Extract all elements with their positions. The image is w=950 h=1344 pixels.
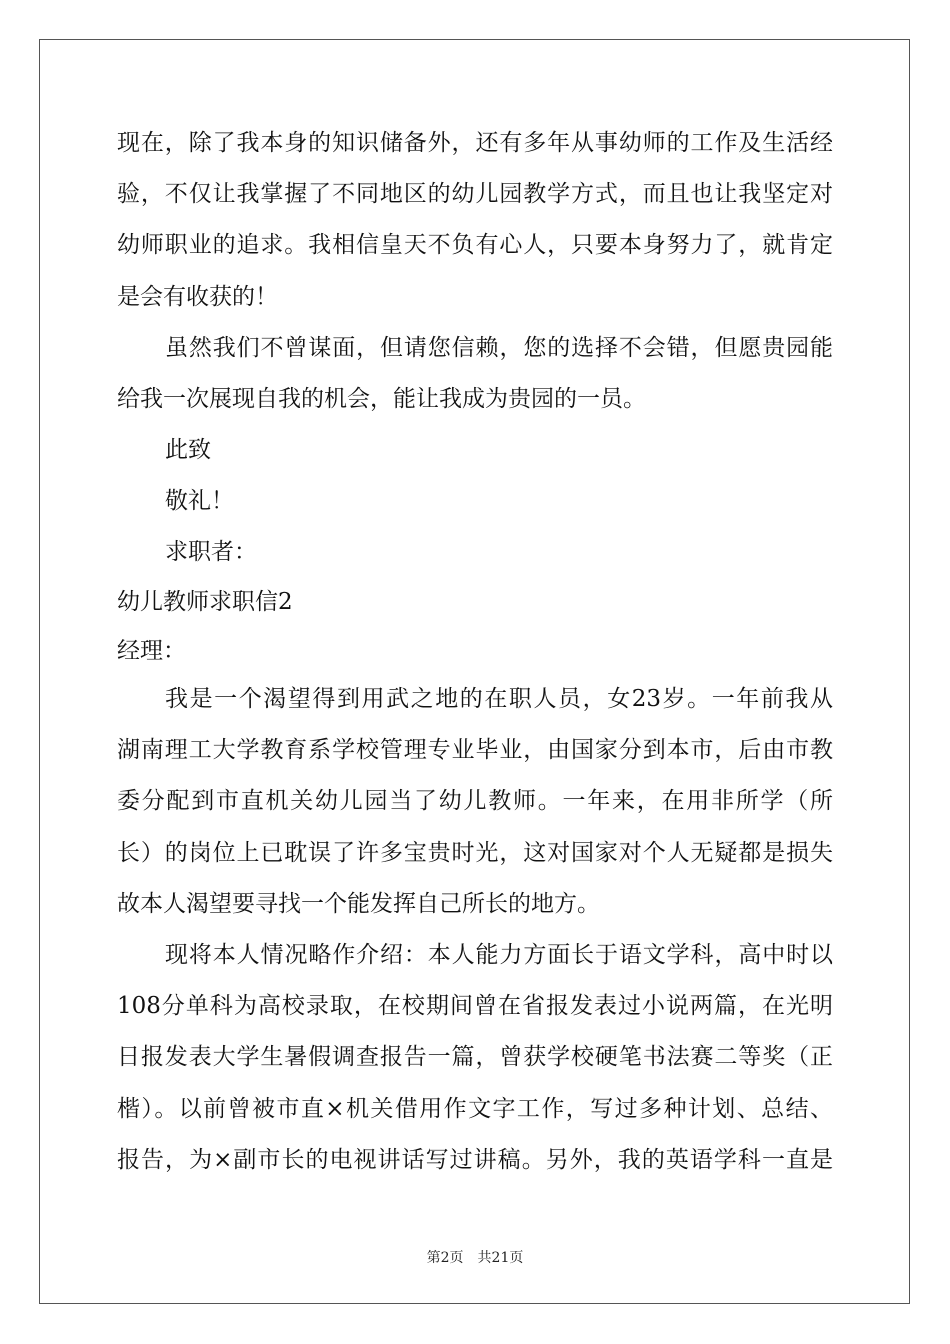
text-line: 现将本人情况略作介绍：本人能力方面长于语文学科，高中时以: [165, 942, 833, 968]
text-line: 验，不仅让我掌握了不同地区的幼儿园教学方式，而且也让我坚定对: [117, 181, 833, 207]
section-title: 幼儿教师求职信2: [117, 589, 293, 615]
page-total: 共21页: [477, 1250, 524, 1266]
text-line: 幼师职业的追求。我相信皇天不负有心人，只要本身努力了，就肯定: [117, 232, 833, 258]
signature-label: 求职者：: [165, 539, 257, 565]
text-line: 报告，为×副市长的电视讲话写过讲稿。另外，我的英语学科一直是: [117, 1147, 833, 1173]
text-line: 是会有收获的！: [117, 284, 278, 310]
text-line: 长）的岗位上已耽误了许多宝贵时光，这对国家对个人无疑都是损失: [117, 840, 833, 866]
page-footer: [0, 1248, 950, 1268]
closing-regards: 敬礼！: [165, 488, 234, 514]
text-line: 委分配到市直机关幼儿园当了幼儿教师。一年来，在用非所学（所: [117, 788, 833, 814]
text-line: 湖南理工大学教育系学校管理专业毕业，由国家分到本市，后由市教: [117, 737, 833, 763]
page-number: 第2页: [426, 1250, 464, 1266]
text-line: 给我一次展现自我的机会，能让我成为贵园的一员。: [117, 386, 646, 412]
text-line: 现在，除了我本身的知识储备外，还有多年从事幼师的工作及生活经: [117, 130, 833, 156]
text-line: 108分单科为高校录取，在校期间曾在省报发表过小说两篇，在光明: [117, 993, 833, 1019]
text-line: 我是一个渴望得到用武之地的在职人员，女23岁。一年前我从: [165, 686, 833, 712]
greeting: 经理：: [117, 638, 186, 664]
text-line: 日报发表大学生暑假调查报告一篇，曾获学校硬笔书法赛二等奖（正: [117, 1044, 833, 1070]
text-line: 楷）。以前曾被市直×机关借用作文字工作，写过多种计划、总结、: [117, 1096, 833, 1122]
closing-salutation: 此致: [165, 437, 211, 463]
text-line: 故本人渴望要寻找一个能发挥自己所长的地方。: [117, 891, 600, 917]
text-line: 虽然我们不曾谋面，但请您信赖，您的选择不会错，但愿贵园能: [165, 335, 833, 361]
